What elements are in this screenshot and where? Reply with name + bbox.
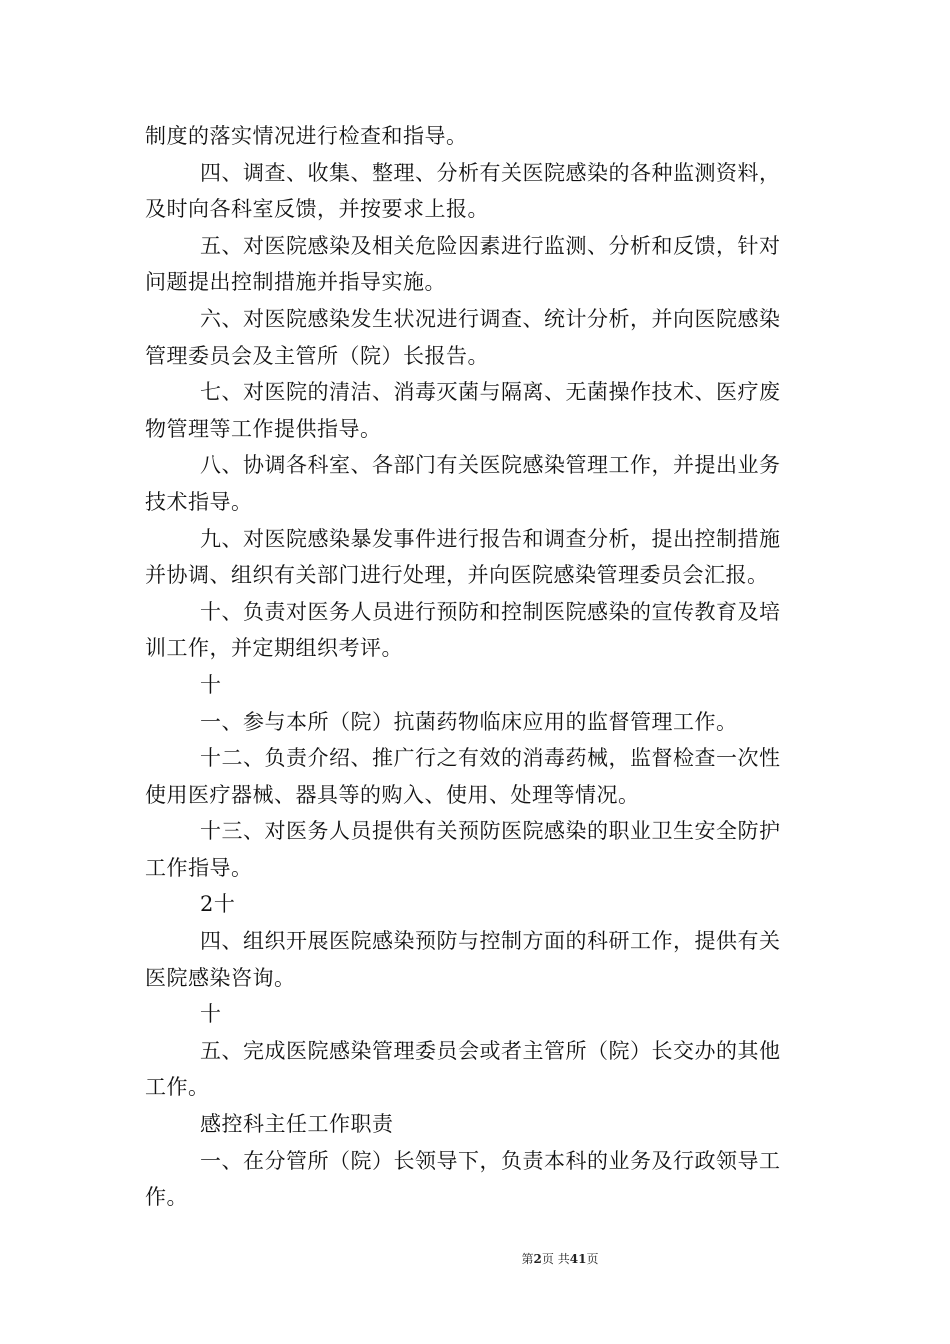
document-body	[145, 118, 810, 1216]
text-line: 技术指导。	[145, 489, 253, 514]
footer-suffix: 页	[586, 1252, 599, 1266]
text-line: 八、协调各科室、各部门有关医院感染管理工作，并提出业务	[200, 453, 781, 478]
text-line: 五、对医院感染及相关危险因素进行监测、分析和反馈，针对	[200, 233, 781, 258]
text-line: 作。	[145, 1185, 188, 1210]
text-line: 一、在分管所（院）长领导下，负责本科的业务及行政领导工	[200, 1148, 781, 1173]
text-line: 工作。	[145, 1075, 210, 1100]
text-line: 2十	[200, 892, 236, 917]
text-line: 一、参与本所（院）抗菌药物临床应用的监督管理工作。	[200, 709, 738, 734]
text-line: 四、调查、收集、整理、分析有关医院感染的各种监测资料，	[200, 160, 781, 185]
total-page-count: 41	[569, 1252, 587, 1266]
text-line: 十	[200, 672, 222, 697]
section-heading: 感控科主任工作职责	[200, 1112, 394, 1137]
page-footer	[0, 1250, 950, 1267]
text-line: 制度的落实情况进行检查和指导。	[145, 124, 468, 148]
footer-prefix: 第	[521, 1252, 534, 1266]
text-line: 并协调、组织有关部门进行处理，并向医院感染管理委员会汇报。	[145, 563, 769, 588]
text-line: 四、组织开展医院感染预防与控制方面的科研工作，提供有关	[200, 929, 781, 954]
current-page-number: 2	[533, 1252, 542, 1266]
text-line: 七、对医院的清洁、消毒灭菌与隔离、无菌操作技术、医疗废	[200, 380, 781, 405]
text-line: 九、对医院感染暴发事件进行报告和调查分析，提出控制措施	[200, 526, 781, 551]
text-line: 六、对医院感染发生状况进行调查、统计分析，并向医院感染	[200, 306, 781, 331]
text-line: 十二、负责介绍、推广行之有效的消毒药械，监督检查一次性	[200, 746, 781, 771]
text-line: 训工作，并定期组织考评。	[145, 636, 403, 661]
text-line: 及时向各科室反馈，并按要求上报。	[145, 197, 489, 222]
text-line: 管理委员会及主管所（院）长报告。	[145, 343, 489, 368]
text-line: 物管理等工作提供指导。	[145, 416, 382, 441]
text-line: 十、负责对医务人员进行预防和控制医院感染的宣传教育及培	[200, 599, 781, 624]
text-line: 十	[200, 1002, 222, 1027]
text-line: 使用医疗器械、器具等的购入、使用、处理等情况。	[145, 782, 640, 807]
text-line: 十三、对医务人员提供有关预防医院感染的职业卫生安全防护	[200, 819, 781, 844]
text-line: 问题提出控制措施并指导实施。	[145, 270, 446, 295]
footer-middle: 页 共	[541, 1252, 570, 1266]
text-line: 五、完成医院感染管理委员会或者主管所（院）长交办的其他	[200, 1038, 781, 1063]
text-line: 医院感染咨询。	[145, 965, 296, 990]
text-line: 工作指导。	[145, 855, 253, 880]
